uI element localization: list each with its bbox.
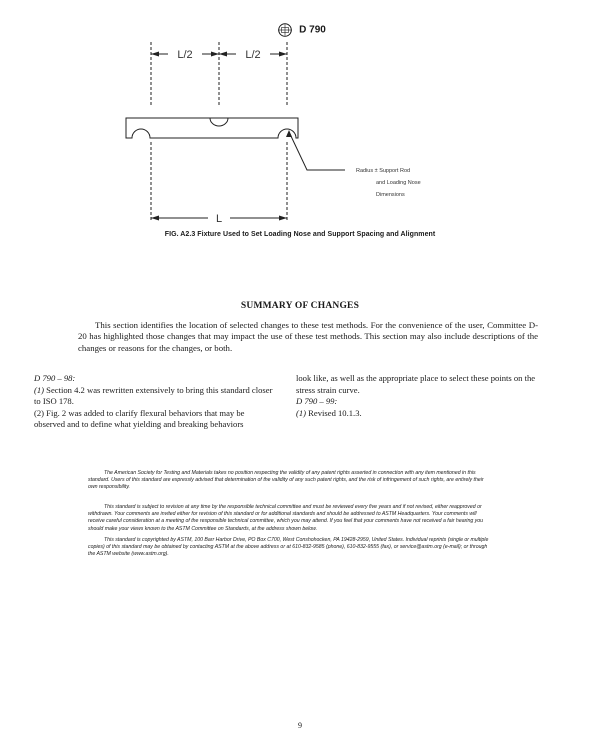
summary-intro: This section identifies the location of selected changes to these test methods. For the convenience of the user, Committee D-20 has highlighted those changes that may impact the use of these test methods. This section may also include descriptions of the changes or reasons for the changes, or both. (78, 320, 538, 353)
section-title: SUMMARY OF CHANGES (240, 301, 360, 311)
figure-caption: FIG. A2.3 Fixture Used to Set Loading Nose and Support Spacing and Alignment (164, 231, 436, 238)
item-number: (1) (34, 384, 45, 395)
document-code: D 790 (299, 24, 326, 36)
dimension-label-half-right: L/2 (245, 49, 261, 61)
callout-line-3: Dimensions (376, 192, 405, 198)
change-item: (2) Fig. 2 was added to clarify flexural behaviors that may be observed and to define what yielding and breaking behaviors (34, 407, 245, 430)
patent-notice: The American Society for Testing and Materials takes no position respecting the validity of any patent rights asserted in connection with any item mentioned in this standard. Users of this standard are expressly advised that determination of the validity of any such patent rights, and the risk of infringement of such rights, are entirely their own responsibility. (88, 470, 484, 491)
item-number: (1) (296, 407, 307, 418)
callout-line-1: Radius ± Support Rod (356, 168, 411, 174)
changes-right-column (296, 373, 538, 419)
change-item (296, 408, 538, 420)
running-header (0, 23, 600, 37)
astm-logo-icon (274, 23, 296, 37)
page-number: 9 (298, 721, 302, 730)
change-item-continued: look like, as well as the appropriate place to select these points on the stress strain curve. (296, 373, 536, 395)
revision-reference: D 790 – 99: (296, 396, 338, 407)
item-text: Revised 10.1.3. (306, 407, 362, 418)
copyright-notice: This standard is copyrighted by ASTM, 100 Barr Harbor Drive, PO Box C700, West Conshohocken, PA 19428-2959, United States. Individual reprints (single or multiple copies) of this standard may be obtained by contacting ASTM at the above address or at 610-832-9585 (phone), 610-832-9555 (fax), or service@astm.org (e-mail); or through the ASTM website (www.astm.org). (88, 537, 489, 558)
dimension-label-half-left: L/2 (177, 49, 193, 61)
revision-reference: D 790 – 98: (34, 373, 76, 383)
changes-left-column (34, 373, 276, 431)
fixture-drawing (0, 38, 600, 233)
item-text: Section 4.2 was rewritten extensively to bring this standard closer to ISO 178. (34, 384, 273, 407)
dimension-label-span: L (215, 213, 223, 225)
callout-line-2: and Loading Nose (376, 180, 421, 186)
revision-notice: This standard is subject to revision at any time by the responsible technical committee and must be reviewed every five years and if not revised, either reapproved or withdrawn. Your comments are invited either for revision of this standard or for additional standards and should be addressed to ASTM Headquarters. Your comments will receive careful consideration at a meeting of the responsible technical committee, which you may attend. If you feel that your comments have not received a fair hearing you should make your views known to the ASTM Committee on Standards, at the address shown below. (88, 504, 484, 532)
change-item (34, 385, 276, 408)
